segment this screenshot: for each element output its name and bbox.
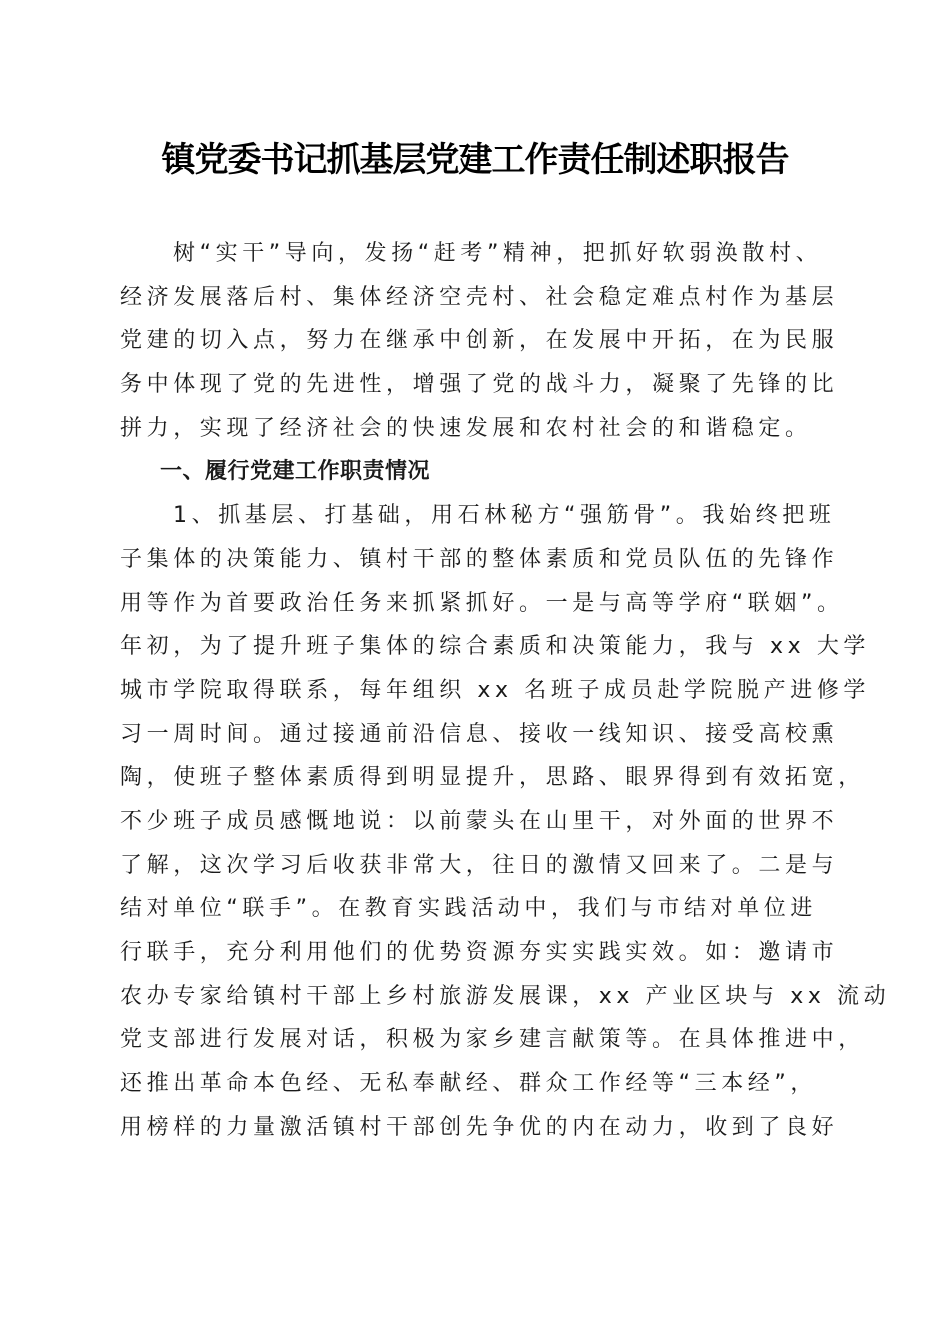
paragraph-line: 还推出革命本色经、无私奉献经、群众工作经等“三本经”， <box>120 1071 817 1097</box>
section-heading: 一、履行党建工作职责情况 <box>160 459 431 485</box>
paragraph-line: 子集体的决策能力、镇村干部的整体素质和党员队伍的先锋作 <box>120 546 839 572</box>
paragraph-line: 党建的切入点，努力在继承中创新，在发展中开拓，在为民服 <box>120 328 839 354</box>
paragraph-line: 行联手，充分利用他们的优势资源夯实实践实效。如：邀请市 <box>120 940 839 965</box>
paragraph-line: 树“实干”导向，发扬“赶考”精神，把抓好软弱涣散村、 <box>173 241 823 266</box>
paragraph-line: 城市学院取得联系，每年组织 xx 名班子成员赴学院脱产进修学 <box>120 677 871 703</box>
paragraph-line: 党支部进行发展对话，积极为家乡建言献策等。在具体推进中， <box>120 1027 865 1053</box>
paragraph-line: 习一周时间。通过接通前沿信息、接收一线知识、接受高校熏 <box>120 721 839 747</box>
paragraph-line: 年初，为了提升班子集体的综合素质和决策能力，我与 xx 大学 <box>120 634 871 660</box>
document-title: 镇党委书记抓基层党建工作责任制述职报告 <box>161 140 789 180</box>
paragraph-line: 农办专家给镇村干部上乡村旅游发展课，xx 产业区块与 xx 流动 <box>120 983 891 1009</box>
paragraph-line: 务中体现了党的先进性，增强了党的战斗力，凝聚了先锋的比 <box>120 372 839 398</box>
paragraph-line: 1、抓基层、打基础，用石林秘方“强筋骨”。我始终把班 <box>173 503 836 529</box>
paragraph-line: 用等作为首要政治任务来抓紧抓好。一是与高等学府“联姻”。 <box>120 590 844 616</box>
paragraph-line: 了解，这次学习后收获非常大，往日的激情又回来了。二是与 <box>120 852 839 878</box>
paragraph-line: 拼力，实现了经济社会的快速发展和农村社会的和谐稳定。 <box>120 415 812 441</box>
document-body <box>120 232 891 1149</box>
paragraph-line: 经济发展落后村、集体经济空壳村、社会稳定难点村作为基层 <box>120 284 839 310</box>
paragraph-line: 不少班子成员感慨地说：以前蒙头在山里干，对外面的世界不 <box>120 808 839 834</box>
paragraph-line: 结对单位“联手”。在教育实践活动中，我们与市结对单位进 <box>120 896 817 922</box>
paragraph-line: 陶，使班子整体素质得到明显提升，思路、眼界得到有效拓宽， <box>120 765 865 791</box>
paragraph-line: 用榜样的力量激活镇村干部创先争优的内在动力，收到了良好 <box>120 1114 839 1140</box>
